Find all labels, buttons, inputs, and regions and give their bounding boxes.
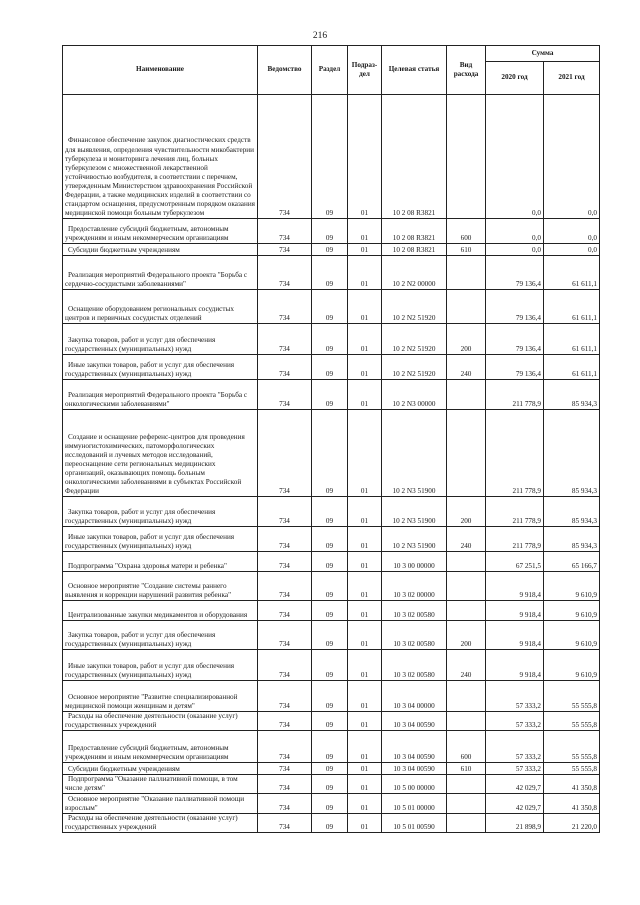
row-expense-type: 610: [447, 763, 486, 775]
row-expense-type: [447, 601, 486, 621]
row-sum-2021: 9 610,9: [544, 601, 600, 621]
row-name: [63, 681, 258, 712]
row-sum-2020: 9 918,4: [486, 621, 544, 650]
row-subsection: 01: [348, 256, 382, 290]
row-name-text: Подпрограмма "Оказание паллиативной помощи, в том числе детям": [65, 775, 238, 793]
row-department: 734: [258, 95, 312, 219]
row-expense-type: [447, 794, 486, 814]
row-name-text: Субсидии бюджетным учреждениям: [68, 765, 180, 774]
row-name-text: Расходы на обеспечение деятельности (оказание услуг) государственных учреждений: [65, 814, 238, 832]
row-expense-type: 200: [447, 324, 486, 355]
row-name-text: Закупка товаров, работ и услуг для обеспечения государственных (муниципальных) нужд: [65, 630, 216, 648]
row-expense-type: 240: [447, 650, 486, 681]
row-sum-2021: 61 611,1: [544, 324, 600, 355]
row-target-article: 10 3 02 00580: [382, 601, 447, 621]
row-expense-type: 200: [447, 621, 486, 650]
row-section: 09: [312, 256, 348, 290]
row-department: 734: [258, 552, 312, 572]
row-sum-2021: 41 350,8: [544, 794, 600, 814]
row-subsection: 01: [348, 712, 382, 731]
row-department: 734: [258, 775, 312, 794]
row-subsection: 01: [348, 681, 382, 712]
row-expense-type: 240: [447, 355, 486, 380]
row-name-text: Иные закупки товаров, работ и услуг для обеспечения государственных (муниципальных) нужд: [65, 532, 235, 550]
row-subsection: 01: [348, 410, 382, 497]
row-name-text: Финансовое обеспечение закупок диагностических средств для выявления, определения чувствительности микобактерии туберкулеза и мониторинга лечения лиц, больных туберкулезом с множественной лекарственной устойчивостью возбудителя, в соответствии с перечнем, утвержденным Министерством здравоохранения Российской Федерации, а также медицинских изделий в соответствии со стандартом оснащения, предусмотренным порядком оказания медицинской помощи больным туберкулезом: [65, 136, 255, 217]
row-sum-2020: 9 918,4: [486, 650, 544, 681]
row-subsection: 01: [348, 552, 382, 572]
row-name: [63, 712, 258, 731]
row-sum-2021: 65 166,7: [544, 552, 600, 572]
row-section: 09: [312, 324, 348, 355]
row-subsection: 01: [348, 244, 382, 256]
row-name: [63, 814, 258, 833]
row-sum-2020: 79 136,4: [486, 256, 544, 290]
row-subsection: 01: [348, 497, 382, 527]
row-expense-type: [447, 572, 486, 601]
row-name: [63, 572, 258, 601]
table-row: [63, 650, 600, 681]
row-section: 09: [312, 244, 348, 256]
row-name: [63, 380, 258, 410]
row-name: [63, 355, 258, 380]
table-row: [63, 256, 600, 290]
row-sum-2020: 0,0: [486, 244, 544, 256]
row-sum-2021: 9 610,9: [544, 572, 600, 601]
row-name-text: Иные закупки товаров, работ и услуг для обеспечения государственных (муниципальных) нужд: [65, 661, 235, 679]
row-name-text: Основное мероприятие "Оказание паллиативной помощи взрослым": [65, 795, 245, 813]
table-row: [63, 497, 600, 527]
row-sum-2020: 42 029,7: [486, 794, 544, 814]
row-section: 09: [312, 380, 348, 410]
table-row: [63, 324, 600, 355]
row-section: 09: [312, 650, 348, 681]
row-target-article: 10 2 N3 51900: [382, 410, 447, 497]
row-subsection: 01: [348, 380, 382, 410]
row-section: 09: [312, 775, 348, 794]
row-department: 734: [258, 244, 312, 256]
row-sum-2020: 57 333,2: [486, 731, 544, 763]
row-name-text: Создание и оснащение референс-центров для проведения иммуногистохимических, патоморфологических исследований и лучевых методов исследований, переоснащение сети региональных медицинских организаций, оказывающих помощь больным онкологическими заболеваниями в субъектах Российской Федерации: [65, 432, 245, 495]
row-target-article: 10 3 00 00000: [382, 552, 447, 572]
row-name: [63, 601, 258, 621]
row-target-article: 10 2 08 R3821: [382, 95, 447, 219]
row-sum-2020: 0,0: [486, 95, 544, 219]
row-department: 734: [258, 712, 312, 731]
row-name: [63, 219, 258, 244]
row-target-article: 10 2 N2 51920: [382, 324, 447, 355]
row-sum-2020: 211 778,9: [486, 380, 544, 410]
row-department: 734: [258, 621, 312, 650]
row-name: [63, 527, 258, 552]
row-target-article: 10 3 02 00580: [382, 621, 447, 650]
row-name: [63, 324, 258, 355]
row-subsection: 01: [348, 775, 382, 794]
header-section: Раздел: [312, 46, 348, 95]
row-name-text: Оснащение оборудованием региональных сосудистых центров и первичных сосудистых отделений: [65, 304, 234, 322]
row-department: 734: [258, 380, 312, 410]
row-target-article: 10 3 04 00590: [382, 731, 447, 763]
row-expense-type: 240: [447, 527, 486, 552]
row-section: 09: [312, 95, 348, 219]
row-subsection: 01: [348, 731, 382, 763]
row-subsection: 01: [348, 763, 382, 775]
row-sum-2021: 61 611,1: [544, 256, 600, 290]
row-name-text: Субсидии бюджетным учреждениям: [68, 245, 180, 254]
row-section: 09: [312, 219, 348, 244]
row-section: 09: [312, 621, 348, 650]
row-name-text: Предоставление субсидий бюджетным, автономным учреждениям и иным некоммерческим организациям: [65, 744, 229, 762]
row-name: [63, 650, 258, 681]
row-name-text: Централизованные закупки медикаментов и оборудования: [68, 610, 248, 619]
row-department: 734: [258, 650, 312, 681]
row-sum-2021: 85 934,3: [544, 497, 600, 527]
row-sum-2021: 55 555,8: [544, 681, 600, 712]
header-department: Ведомство: [258, 46, 312, 95]
table-row: [63, 219, 600, 244]
row-name: [63, 244, 258, 256]
row-sum-2020: 9 918,4: [486, 601, 544, 621]
row-sum-2021: 0,0: [544, 219, 600, 244]
row-department: 734: [258, 527, 312, 552]
row-sum-2020: 79 136,4: [486, 290, 544, 324]
row-expense-type: [447, 256, 486, 290]
budget-table: [62, 45, 600, 833]
row-name-text: Расходы на обеспечение деятельности (оказание услуг) государственных учреждений: [65, 712, 238, 730]
row-name-text: Предоставление субсидий бюджетным, автономным учреждениям и иным некоммерческим организациям: [65, 224, 229, 242]
row-sum-2020: 211 778,9: [486, 410, 544, 497]
row-department: 734: [258, 731, 312, 763]
table-row: [63, 763, 600, 775]
row-department: 734: [258, 290, 312, 324]
row-section: 09: [312, 527, 348, 552]
row-name-text: Иные закупки товаров, работ и услуг для обеспечения государственных (муниципальных) нужд: [65, 360, 235, 378]
row-sum-2021: 85 934,3: [544, 380, 600, 410]
page-number: 216: [312, 31, 328, 41]
row-target-article: 10 5 01 00590: [382, 814, 447, 833]
row-expense-type: [447, 290, 486, 324]
row-name: [63, 621, 258, 650]
table-row: [63, 712, 600, 731]
row-target-article: 10 2 08 R3821: [382, 219, 447, 244]
row-section: 09: [312, 601, 348, 621]
row-section: 09: [312, 731, 348, 763]
table-row: [63, 244, 600, 256]
row-sum-2021: 55 555,8: [544, 763, 600, 775]
header-name: Наименование: [63, 46, 258, 95]
row-sum-2021: 0,0: [544, 244, 600, 256]
row-department: 734: [258, 324, 312, 355]
row-department: 734: [258, 219, 312, 244]
row-department: 734: [258, 497, 312, 527]
table-row: [63, 552, 600, 572]
row-expense-type: [447, 410, 486, 497]
table-row: [63, 794, 600, 814]
row-department: 734: [258, 794, 312, 814]
row-section: 09: [312, 814, 348, 833]
row-subsection: 01: [348, 219, 382, 244]
row-expense-type: 200: [447, 497, 486, 527]
table-row: [63, 814, 600, 833]
row-target-article: 10 5 01 00000: [382, 794, 447, 814]
row-sum-2021: 0,0: [544, 95, 600, 219]
row-section: 09: [312, 681, 348, 712]
row-department: 734: [258, 256, 312, 290]
row-sum-2021: 55 555,8: [544, 712, 600, 731]
row-subsection: 01: [348, 601, 382, 621]
row-target-article: 10 2 N3 51900: [382, 497, 447, 527]
row-sum-2020: 79 136,4: [486, 324, 544, 355]
table-row: [63, 621, 600, 650]
row-name: [63, 95, 258, 219]
row-name-text: Основное мероприятие "Развитие специализированной медицинской помощи женщинам и детям": [65, 692, 238, 710]
table-row: [63, 95, 600, 219]
row-subsection: 01: [348, 95, 382, 219]
row-department: 734: [258, 814, 312, 833]
row-subsection: 01: [348, 527, 382, 552]
table-row: [63, 410, 600, 497]
row-target-article: 10 2 N2 51920: [382, 290, 447, 324]
row-section: 09: [312, 290, 348, 324]
row-subsection: 01: [348, 290, 382, 324]
row-sum-2020: 42 029,7: [486, 775, 544, 794]
row-sum-2020: 67 251,5: [486, 552, 544, 572]
row-sum-2021: 41 350,8: [544, 775, 600, 794]
row-target-article: 10 3 04 00000: [382, 681, 447, 712]
header-year-2020: 2020 год: [486, 62, 544, 95]
row-expense-type: 600: [447, 731, 486, 763]
table-body: [63, 95, 600, 833]
row-target-article: 10 2 N2 51920: [382, 355, 447, 380]
row-department: 734: [258, 410, 312, 497]
row-department: 734: [258, 355, 312, 380]
row-subsection: 01: [348, 650, 382, 681]
row-name-text: Реализация мероприятий Федерального проекта "Борьба с сердечно-сосудистыми заболеваниями": [65, 270, 248, 288]
row-section: 09: [312, 355, 348, 380]
row-name: [63, 410, 258, 497]
header-year-2021: 2021 год: [544, 62, 600, 95]
row-name-text: Закупка товаров, работ и услуг для обеспечения государственных (муниципальных) нужд: [65, 507, 216, 525]
table-row: [63, 681, 600, 712]
row-expense-type: 600: [447, 219, 486, 244]
row-name: [63, 731, 258, 763]
row-target-article: 10 3 04 00590: [382, 712, 447, 731]
row-section: 09: [312, 763, 348, 775]
row-expense-type: [447, 552, 486, 572]
row-target-article: 10 3 02 00000: [382, 572, 447, 601]
row-department: 734: [258, 572, 312, 601]
row-sum-2021: 61 611,1: [544, 290, 600, 324]
table-row: [63, 775, 600, 794]
row-sum-2020: 57 333,2: [486, 681, 544, 712]
row-target-article: 10 3 04 00590: [382, 763, 447, 775]
row-sum-2021: 85 934,3: [544, 527, 600, 552]
row-expense-type: [447, 681, 486, 712]
row-expense-type: [447, 95, 486, 219]
row-name-text: Подпрограмма "Охрана здоровья матери и ребенка": [68, 561, 227, 570]
row-sum-2020: 9 918,4: [486, 572, 544, 601]
row-name-text: Реализация мероприятий Федерального проекта "Борьба с онкологическими заболеваниями": [65, 390, 248, 408]
row-section: 09: [312, 410, 348, 497]
table-row: [63, 355, 600, 380]
row-name: [63, 256, 258, 290]
row-sum-2020: 211 778,9: [486, 497, 544, 527]
row-subsection: 01: [348, 814, 382, 833]
row-section: 09: [312, 712, 348, 731]
row-department: 734: [258, 681, 312, 712]
header-subsection: Подраз-дел: [348, 46, 382, 95]
row-sum-2020: 0,0: [486, 219, 544, 244]
table-row: [63, 290, 600, 324]
row-sum-2021: 9 610,9: [544, 621, 600, 650]
row-target-article: 10 3 02 00580: [382, 650, 447, 681]
row-sum-2021: 21 220,0: [544, 814, 600, 833]
row-name: [63, 794, 258, 814]
row-expense-type: 610: [447, 244, 486, 256]
header-expense-type: Вид расхода: [447, 46, 486, 95]
row-sum-2020: 57 333,2: [486, 763, 544, 775]
header-target-article: Целевая статья: [382, 46, 447, 95]
row-target-article: 10 5 00 00000: [382, 775, 447, 794]
row-name-text: Основное мероприятие "Создание системы раннего выявления и коррекции нарушений развития ребенка": [65, 581, 232, 599]
table-row: [63, 731, 600, 763]
row-department: 734: [258, 601, 312, 621]
row-sum-2020: 211 778,9: [486, 527, 544, 552]
table-row: [63, 572, 600, 601]
row-section: 09: [312, 794, 348, 814]
row-section: 09: [312, 552, 348, 572]
row-sum-2021: 61 611,1: [544, 355, 600, 380]
row-sum-2021: 55 555,8: [544, 731, 600, 763]
row-sum-2021: 85 934,3: [544, 410, 600, 497]
row-department: 734: [258, 763, 312, 775]
row-sum-2020: 21 898,9: [486, 814, 544, 833]
row-target-article: 10 2 08 R3821: [382, 244, 447, 256]
row-sum-2020: 79 136,4: [486, 355, 544, 380]
row-subsection: 01: [348, 324, 382, 355]
row-name-text: Закупка товаров, работ и услуг для обеспечения государственных (муниципальных) нужд: [65, 335, 216, 353]
row-target-article: 10 2 N3 51900: [382, 527, 447, 552]
row-expense-type: [447, 712, 486, 731]
row-expense-type: [447, 380, 486, 410]
row-subsection: 01: [348, 355, 382, 380]
row-subsection: 01: [348, 621, 382, 650]
table-row: [63, 380, 600, 410]
row-name: [63, 763, 258, 775]
row-section: 09: [312, 497, 348, 527]
row-name: [63, 497, 258, 527]
row-expense-type: [447, 775, 486, 794]
row-name: [63, 290, 258, 324]
table-row: [63, 527, 600, 552]
row-target-article: 10 2 N2 00000: [382, 256, 447, 290]
row-expense-type: [447, 814, 486, 833]
row-sum-2021: 9 610,9: [544, 650, 600, 681]
row-section: 09: [312, 572, 348, 601]
row-target-article: 10 2 N3 00000: [382, 380, 447, 410]
row-name: [63, 775, 258, 794]
row-name: [63, 552, 258, 572]
table-row: [63, 601, 600, 621]
row-subsection: 01: [348, 572, 382, 601]
row-subsection: 01: [348, 794, 382, 814]
row-sum-2020: 57 333,2: [486, 712, 544, 731]
header-sum: Сумма: [486, 46, 600, 62]
